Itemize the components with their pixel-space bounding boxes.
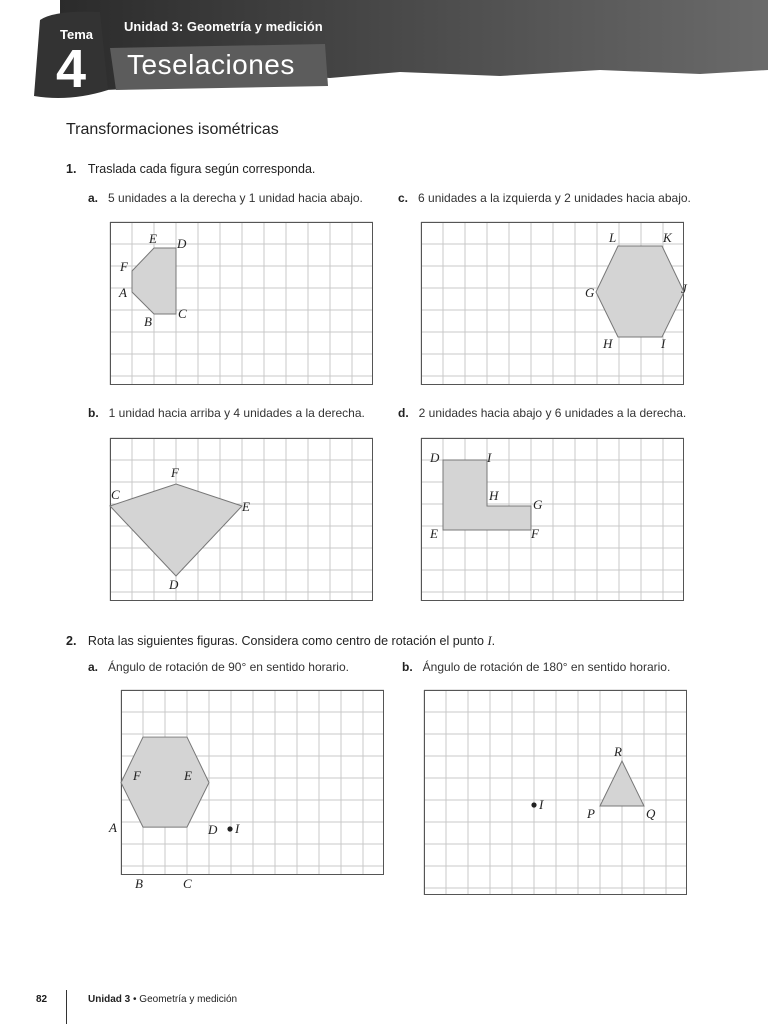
q1d-label-i: I — [487, 450, 492, 465]
q2a-point-i — [227, 826, 232, 831]
q1c-label-h: H — [603, 336, 613, 351]
q1c-instruction — [398, 191, 691, 205]
q1b-instruction — [88, 406, 365, 420]
q2b-label-q: Q — [646, 806, 656, 821]
q1d-label-h: H — [489, 488, 499, 503]
footer-divider — [66, 990, 67, 1024]
q2a-label-i: I — [235, 821, 240, 836]
question-1-number: 1. — [66, 162, 77, 176]
question-1-text: Traslada cada figura según corresponda. — [87, 162, 316, 176]
question-2-number: 2. — [66, 634, 77, 648]
q1c-label-k: K — [663, 230, 672, 245]
q1a-label-d: D — [177, 236, 187, 251]
q1a-instruction — [88, 191, 363, 205]
q2a-label-f: F — [133, 768, 141, 783]
unit-title: Unidad 3: Geometría y medición — [124, 19, 323, 34]
q1d-label-g: G — [533, 497, 543, 512]
q2a-label-e: E — [184, 768, 192, 783]
q1c-label-i: I — [661, 336, 666, 351]
q1a-label-f: F — [120, 259, 128, 274]
q2b-letter: b. — [402, 660, 413, 674]
q1c-label-l: L — [609, 230, 617, 245]
q2b-grid[interactable] — [424, 690, 687, 895]
footer-text — [88, 994, 237, 1005]
footer-separator: • — [130, 994, 140, 1005]
page-number: 82 — [36, 994, 48, 1005]
q2b-label-i: I — [539, 797, 544, 812]
q1d-label-e: E — [430, 526, 438, 541]
q2b-shape — [600, 761, 644, 806]
question-2-text: Rota las siguientes figuras. Considera como centro de rotación el punto — [87, 634, 484, 648]
q1d-letter: d. — [398, 406, 409, 420]
q1a-text: 5 unidades a la derecha y 1 unidad hacia abajo. — [108, 191, 363, 205]
q2a-label-b: B — [135, 876, 143, 891]
footer-subject: Geometría y medición — [139, 994, 238, 1005]
q1c-label-j: J — [681, 281, 687, 296]
q2b-instruction — [402, 660, 670, 674]
q2a-grid[interactable] — [109, 690, 384, 891]
q1b-label-c: C — [111, 487, 120, 502]
tema-label: Tema — [60, 27, 93, 42]
section-title: Transformaciones isométricas — [66, 121, 279, 138]
question-2 — [66, 634, 495, 649]
q1d-grid[interactable] — [421, 438, 684, 601]
q1a-letter: a. — [88, 191, 99, 205]
topic-title: Teselaciones — [127, 49, 295, 80]
q2a-label-a: A — [109, 820, 117, 835]
q1a-label-b: B — [144, 314, 152, 329]
q1c-label-g: G — [585, 285, 595, 300]
q1d-shape — [443, 460, 531, 530]
q1a-label-e: E — [149, 231, 157, 246]
question-2-text-end: . — [491, 634, 496, 648]
q2a-letter: a. — [88, 660, 99, 674]
q2a-instruction — [88, 660, 349, 674]
tema-number: 4 — [56, 39, 87, 99]
q1d-instruction — [398, 406, 686, 420]
header-band — [0, 0, 768, 100]
q2b-point-i — [531, 802, 536, 807]
q1c-text: 6 unidades a la izquierda y 2 unidades hacia abajo. — [418, 191, 691, 205]
q2a-text: Ángulo de rotación de 90° en sentido horario. — [108, 660, 349, 674]
q1b-text: 1 unidad hacia arriba y 4 unidades a la derecha. — [108, 406, 365, 420]
q2b-label-r: R — [614, 744, 622, 759]
q1c-grid[interactable] — [421, 222, 687, 385]
q1d-label-d: D — [430, 450, 440, 465]
q1b-label-f: F — [171, 465, 179, 480]
q1a-label-a: A — [119, 285, 127, 300]
q2b-label-p: P — [587, 806, 595, 821]
q1a-label-c: C — [178, 306, 187, 321]
q1b-shape — [110, 484, 242, 576]
q1b-grid[interactable] — [110, 438, 373, 601]
q1c-shape — [596, 246, 684, 337]
q1d-label-f: F — [531, 526, 539, 541]
q1b-letter: b. — [88, 406, 99, 420]
q2a-label-c: C — [183, 876, 192, 891]
q1a-shape — [132, 248, 176, 314]
q2a-label-d: D — [208, 822, 218, 837]
q2b-text: Ángulo de rotación de 180° en sentido horario. — [422, 660, 671, 674]
question-2-point: I — [487, 634, 492, 648]
footer-unit: Unidad 3 — [88, 994, 131, 1005]
question-1 — [66, 162, 315, 176]
q1b-label-e: E — [242, 499, 250, 514]
q1b-label-d: D — [169, 577, 179, 592]
q1d-text: 2 unidades hacia abajo y 6 unidades a la derecha. — [418, 406, 687, 420]
q1a-grid[interactable] — [110, 222, 373, 385]
q1c-letter: c. — [398, 191, 409, 205]
